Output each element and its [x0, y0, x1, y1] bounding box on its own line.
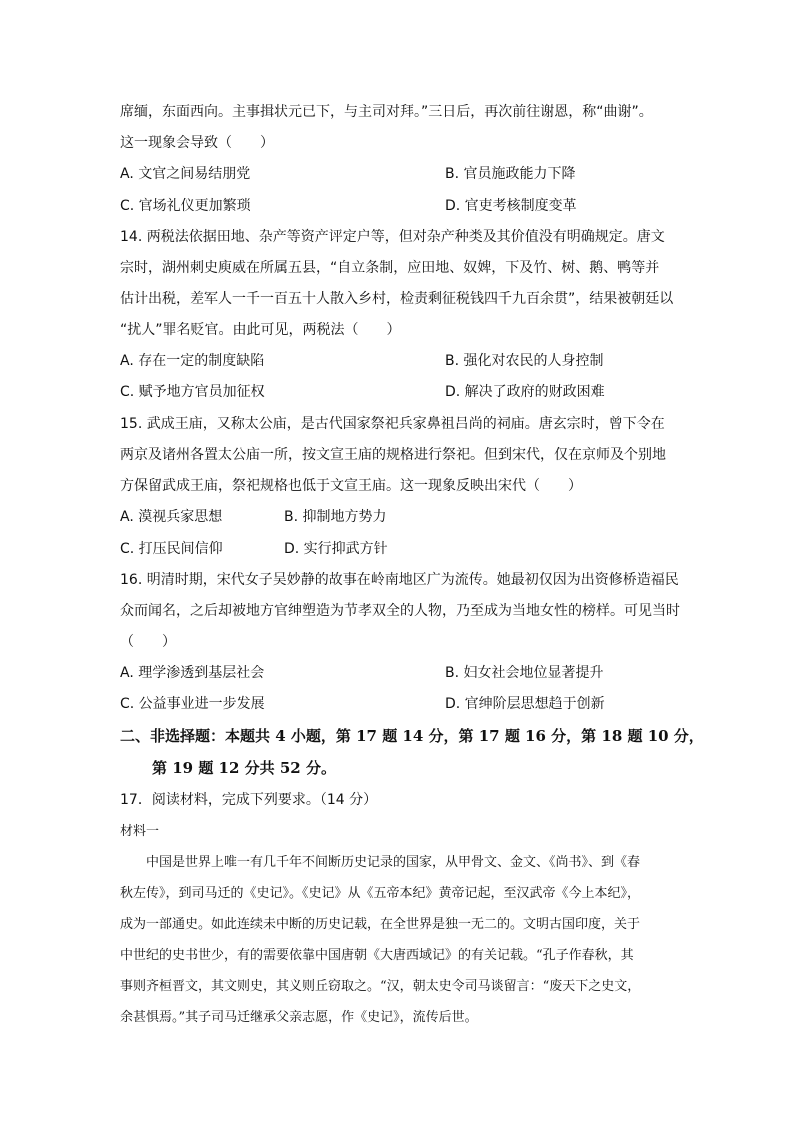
q13-option-a[interactable]: A. 文官之间易结朋党 — [120, 166, 251, 182]
q16-stem-line: 众而闻名，之后却被地方官绅塑造为节孝双全的人物，乃至成为当地女性的榜样。可见当时 — [120, 603, 680, 619]
q15-stem-line: 方保留武成王庙，祭祀规格也低于文宣王庙。这一现象反映出宋代（ ） — [120, 478, 582, 494]
q15-option-b[interactable]: B. 抑制地方势力 — [284, 509, 387, 525]
q15-stem-line: 15. 武成王庙，又称太公庙，是古代国家祭祀兵家鼻祖吕尚的祠庙。唐玄宗时，曾下令在 — [120, 416, 665, 432]
q16-stem-line: 16. 明清时期，宋代女子吴妙静的故事在岭南地区广为流传。她最初仅因为出资修桥造福民 — [120, 572, 679, 588]
q14-stem-line: 估计出税，差军人一千一百五十人散入乡村，检责剩征税钱四千九百余贯”，结果被朝廷以 — [120, 291, 674, 307]
q16-option-b[interactable]: B. 妇女社会地位显著提升 — [445, 665, 604, 681]
q14-option-c[interactable]: C. 赋予地方官员加征权 — [120, 384, 265, 400]
q14-option-a[interactable]: A. 存在一定的制度缺陷 — [120, 353, 265, 369]
q15-option-d[interactable]: D. 实行抑武方针 — [284, 541, 388, 557]
q15-option-c[interactable]: C. 打压民间信仰 — [120, 541, 223, 557]
material-line: 秋左传》，到司马迁的《史记》。《史记》从《五帝本纪》黄帝记起，至汉武帝《今上本纪》， — [120, 886, 641, 901]
q13-stem-line: 席缅，东面西向。主事揖状元已下，与主司对拜。”三日后，再次前往谢恩，称“曲谢”。 — [120, 104, 653, 120]
material-line: 成为一部通史。如此连续未中断的历史记载，在全世界是独一无二的。文明古国印度，关于 — [120, 917, 641, 932]
material-line: 事则齐桓晋文，其文则史，其义则丘窃取之。“汉，朝太史令司马谈留言：“废天下之史文， — [120, 979, 641, 994]
section-heading: 二、非选择题：本题共 4 小题，第 17 题 14 分，第 17 题 16 分，第 18 题 10 分， — [120, 727, 704, 745]
q14-stem-line: “扰人”罪名贬官。由此可见，两税法（ ） — [120, 322, 401, 338]
q16-option-a[interactable]: A. 理学渗透到基层社会 — [120, 665, 265, 681]
q14-stem-line: 14. 两税法依据田地、杂产等资产评定户等，但对杂产种类及其价值没有明确规定。唐文 — [120, 229, 665, 245]
material-line: 中国是世界上唯一有几千年不间断历史记录的国家，从甲骨文、金文、《尚书》、到《春 — [146, 855, 641, 870]
q14-option-d[interactable]: D. 解决了政府的财政困难 — [445, 384, 605, 400]
q13-option-b[interactable]: B. 官员施政能力下降 — [445, 166, 576, 182]
section-heading-cont: 第 19 题 12 分共 52 分。 — [152, 759, 336, 777]
q13-option-c[interactable]: C. 官场礼仪更加繁琐 — [120, 198, 251, 214]
q14-option-b[interactable]: B. 强化对农民的人身控制 — [445, 353, 604, 369]
q16-option-c[interactable]: C. 公益事业进一步发展 — [120, 696, 265, 712]
q14-stem-line: 宗时，湖州刺史庾威在所属五县，“自立条制，应田地、奴婢，下及竹、树、鹅、鸭等并 — [120, 260, 660, 276]
q13-stem-line: 这一现象会导致（ ） — [120, 135, 274, 151]
material-line: 余甚惧焉。”其子司马迁继承父亲志愿，作《史记》，流传后世。 — [120, 1010, 478, 1025]
q16-option-d[interactable]: D. 官绅阶层思想趋于创新 — [445, 696, 605, 712]
q15-stem-line: 两京及诸州各置太公庙一所，按文宣王庙的规格进行祭祀。但到宋代，仅在京师及个别地 — [120, 447, 666, 463]
q15-option-a[interactable]: A. 漠视兵家思想 — [120, 509, 223, 525]
material-label: 材料一 — [120, 824, 160, 839]
q16-stem-line: （ ） — [120, 634, 176, 650]
q13-option-d[interactable]: D. 官吏考核制度变革 — [445, 198, 577, 214]
q17-title: 17．阅读材料，完成下列要求。（14 分） — [120, 792, 378, 808]
material-line: 中世纪的史书世少，有的需要依靠中国唐朝《大唐西域记》的有关记载。“孔子作春秋，其 — [120, 948, 634, 963]
